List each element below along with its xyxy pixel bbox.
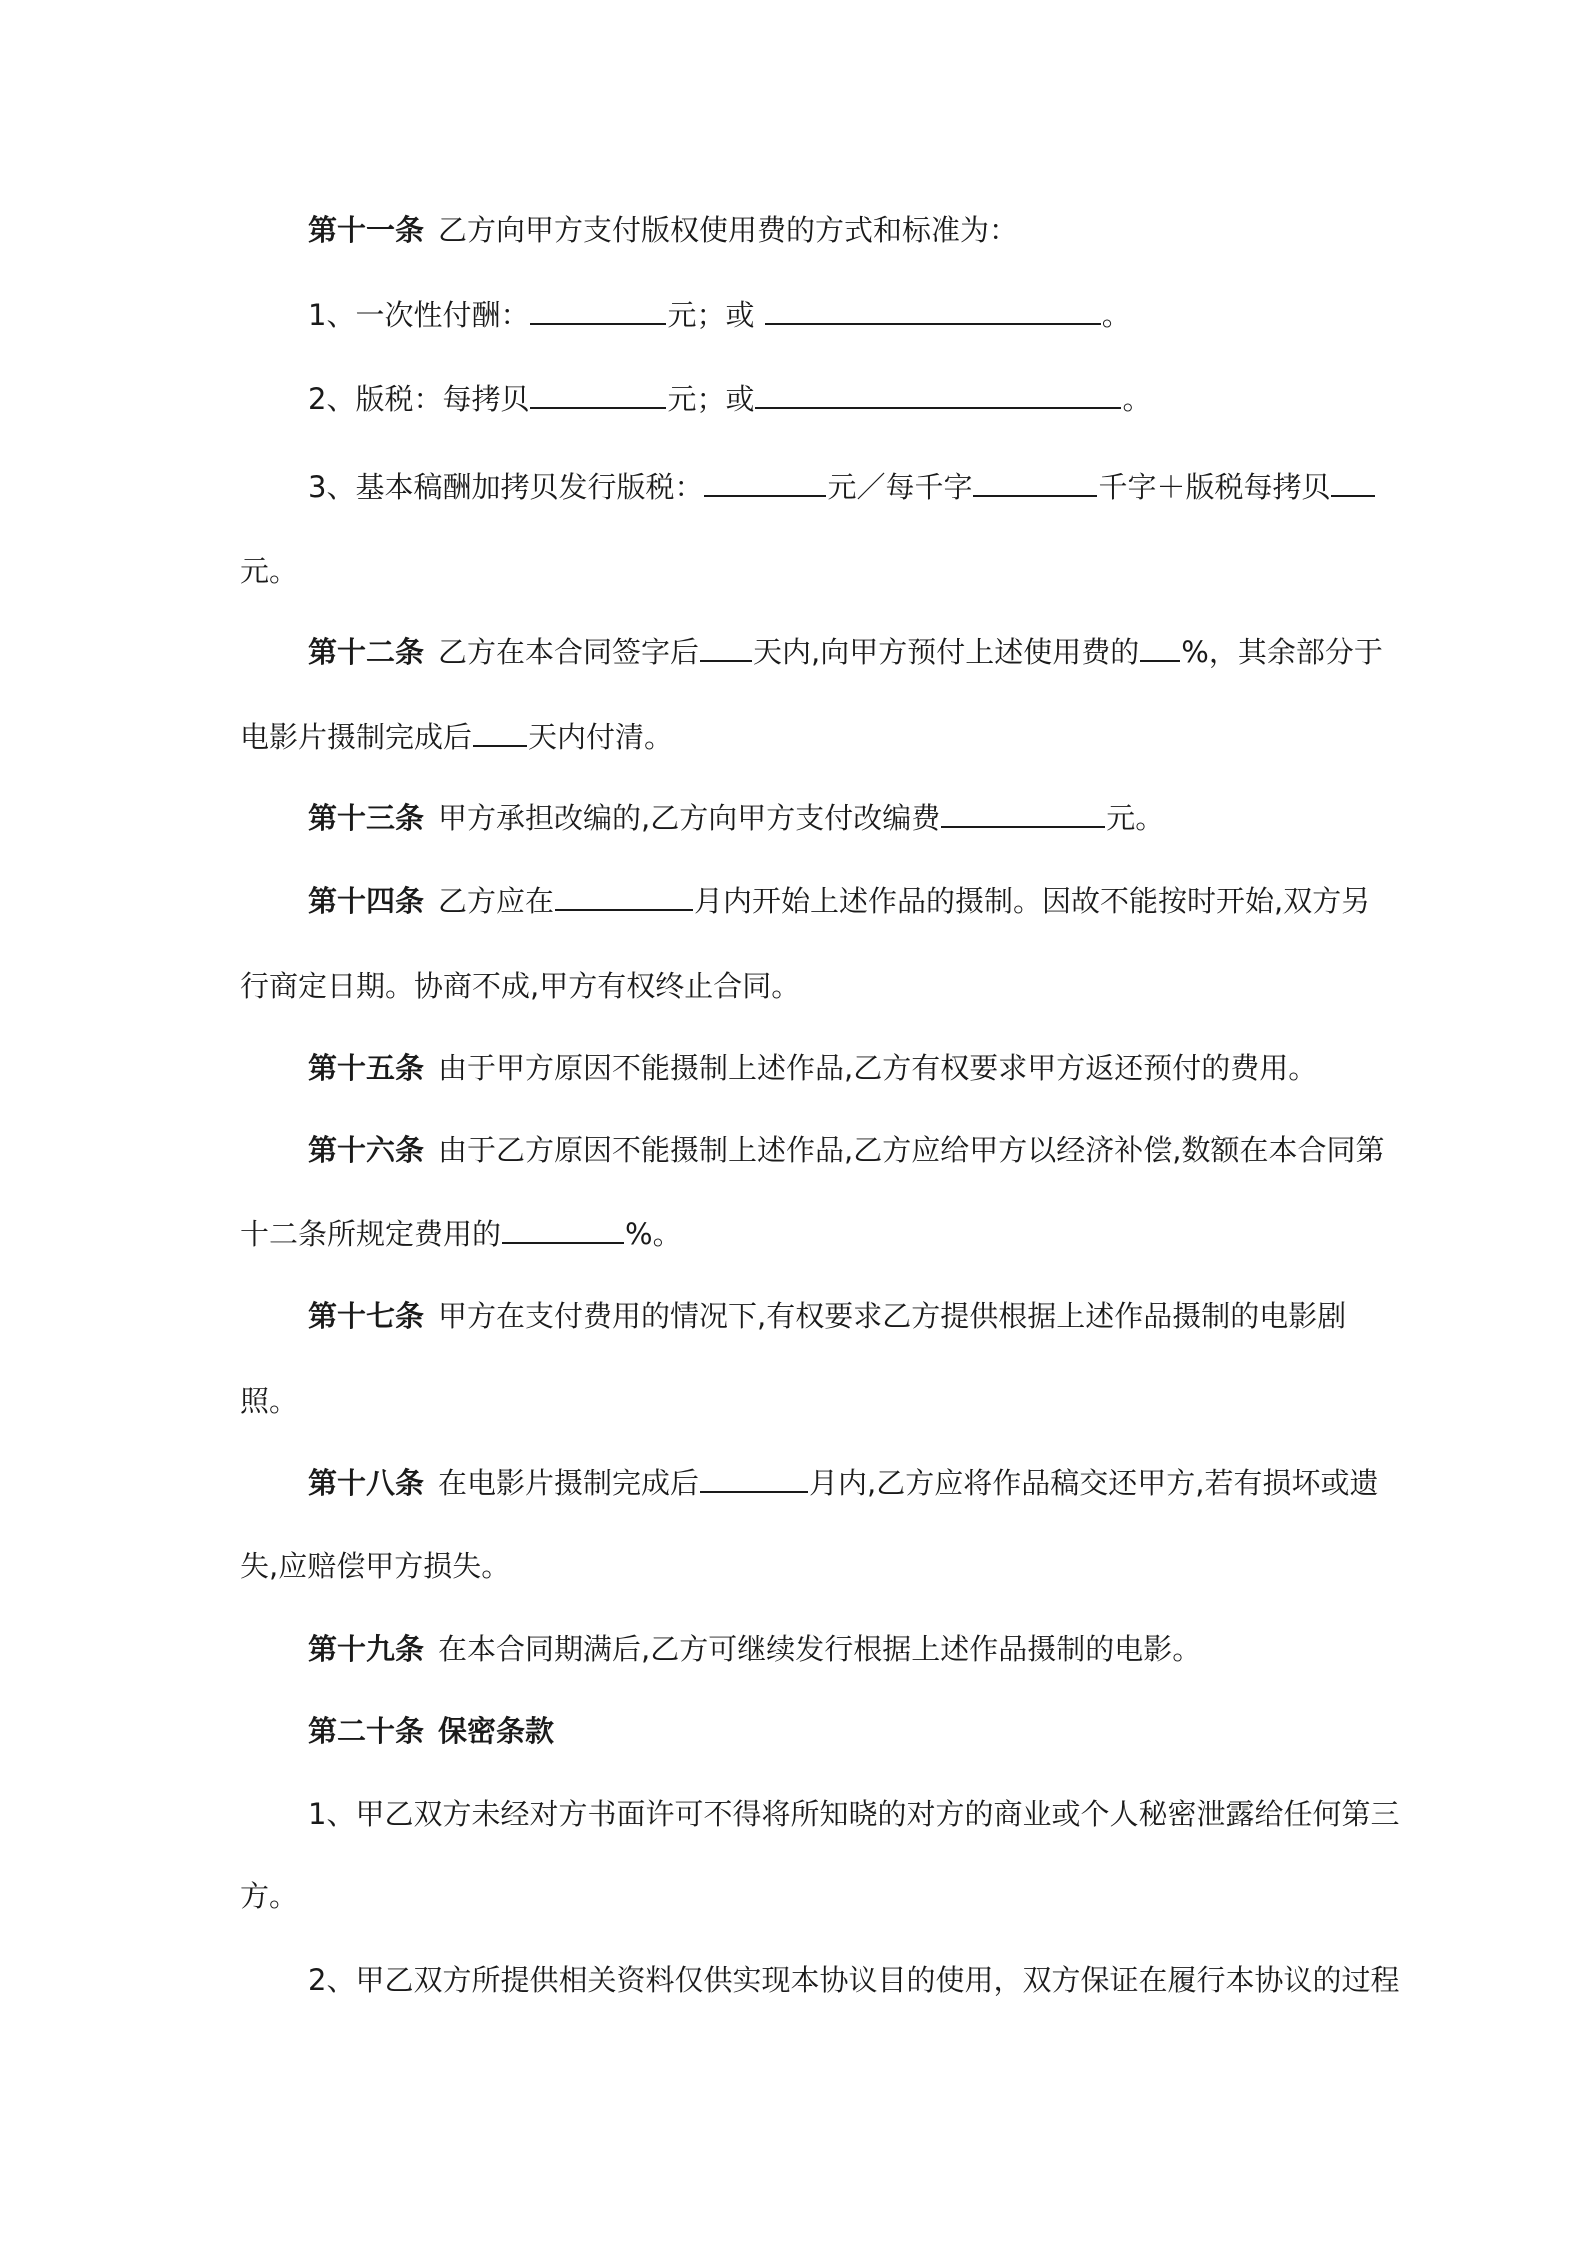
article-16-cont: 十二条所规定费用的 %。 (240, 1212, 1360, 1256)
clause-1: 1、甲乙双方未经对方书面许可不得将所知晓的对方的商业或个人秘密泄露给任何第三 (308, 1797, 1400, 1831)
blank-field[interactable] (765, 293, 1101, 325)
article-14-cont: 行商定日期。协商不成,甲方有权终止合同。 (240, 969, 801, 1003)
clause-1-cont: 方。 (240, 1879, 299, 1913)
article-12-cont: 电影片摄制完成后 天内付清。 (240, 715, 1360, 759)
article-17: 第十七条 甲方在支付费用的情况下,有权要求乙方提供根据上述作品摄制的电影剧 (308, 1299, 1347, 1333)
blank-field[interactable] (941, 796, 1105, 828)
payment-option-3-cont: 元。 (240, 554, 299, 588)
blank-field[interactable] (530, 293, 666, 325)
payment-option-2: 2、版税：每拷贝 元；或 。 (308, 377, 1428, 421)
article-18-cont: 失,应赔偿甲方损失。 (240, 1549, 511, 1583)
article-14: 第十四条 乙方应在 月内开始上述作品的摄制。因故不能按时开始,双方另 (308, 879, 1428, 923)
article-20: 第二十条 保密条款 (308, 1714, 555, 1748)
payment-option-1: 1、一次性付酬： 元；或 。 (308, 293, 1428, 337)
blank-field[interactable] (1331, 465, 1375, 497)
article-12: 第十二条 乙方在本合同签字后 天内,向甲方预付上述使用费的 %，其余部分于 (308, 630, 1428, 674)
article-label: 第十一条 (308, 213, 425, 247)
blank-field[interactable] (530, 377, 666, 409)
blank-field[interactable] (555, 879, 693, 911)
blank-field[interactable] (704, 465, 826, 497)
article-15: 第十五条 由于甲方原因不能摄制上述作品,乙方有权要求甲方返还预付的费用。 (308, 1051, 1318, 1085)
blank-field[interactable] (700, 1461, 808, 1493)
article-11 (308, 208, 1428, 252)
blank-field[interactable] (502, 1212, 624, 1244)
clause-2: 2、甲乙双方所提供相关资料仅供实现本协议目的使用，双方保证在履行本协议的过程 (308, 1963, 1400, 1997)
blank-field[interactable] (755, 377, 1121, 409)
article-17-cont: 照。 (240, 1384, 299, 1418)
article-16: 第十六条 由于乙方原因不能摄制上述作品,乙方应给甲方以经济补偿,数额在本合同第 (308, 1133, 1385, 1167)
article-13: 第十三条 甲方承担改编的,乙方向甲方支付改编费 元。 (308, 796, 1428, 840)
blank-field[interactable] (973, 465, 1097, 497)
blank-field[interactable] (1140, 630, 1180, 662)
blank-field[interactable] (473, 715, 527, 747)
blank-field[interactable] (700, 630, 752, 662)
article-19: 第十九条 在本合同期满后,乙方可继续发行根据上述作品摄制的电影。 (308, 1632, 1202, 1666)
article-text: 乙方向甲方支付版权使用费的方式和标准为： (438, 213, 1019, 247)
article-18: 第十八条 在电影片摄制完成后 月内,乙方应将作品稿交还甲方,若有损坏或遗 (308, 1461, 1428, 1505)
payment-option-3: 3、基本稿酬加拷贝发行版税： 元／每千字 千字＋版税每拷贝 (308, 465, 1428, 509)
